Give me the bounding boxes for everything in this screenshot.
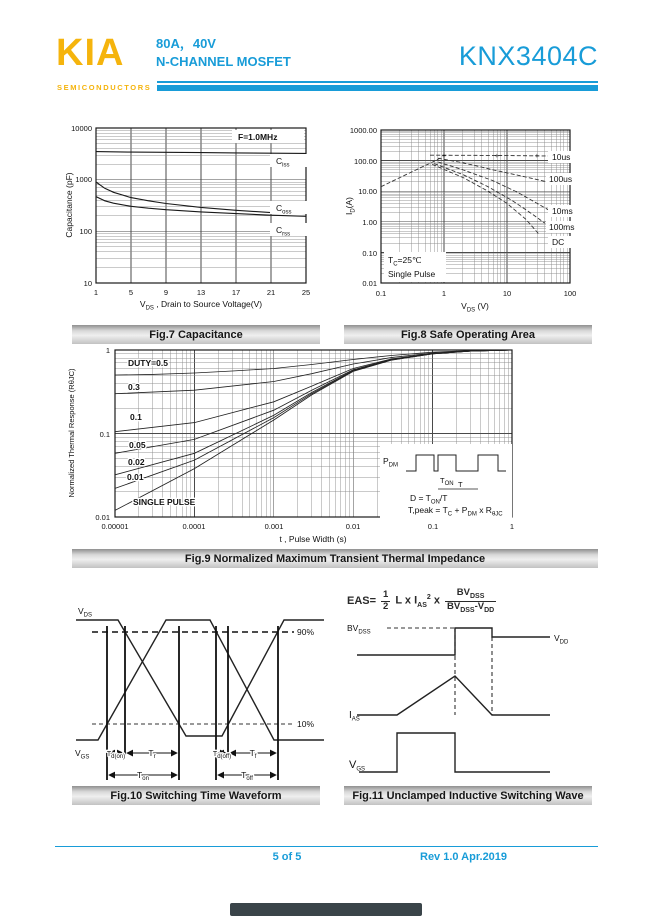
fig9-x-tick: 0.1 <box>427 522 439 531</box>
fig11-vgs-trace <box>359 733 550 772</box>
fig9-inset-pdm-label: $P_{DM}$ <box>383 456 399 469</box>
fig10-90pct-label: 90% <box>297 627 315 637</box>
fig8-plus-mark: + <box>441 151 447 160</box>
fig8-dc-curve <box>432 164 539 234</box>
eas-middle: L x $I_{AS}^2$ x <box>395 593 440 609</box>
fig9-inset-t-label: T <box>458 480 463 489</box>
fig8-caption: Fig.8 Safe Operating Area <box>344 325 592 344</box>
fig10-tdoff-label: Td(off) <box>212 751 232 760</box>
fig7-ciss-label: $C_{iss}$ <box>276 156 290 169</box>
footer-rule <box>55 846 598 847</box>
fig8-plus-mark: + <box>494 151 500 160</box>
fig10-tr-label: $T_r$ <box>148 748 156 760</box>
device-type: N-CHANNEL MOSFET <box>156 54 291 69</box>
page-number: 5 of 5 <box>272 851 302 863</box>
fig9-x-tick: 0.00001 <box>101 522 129 531</box>
fig9-y-axis-label: Normalized Thermal Response (RθJC) <box>67 368 76 498</box>
fig9-single-pulse-label: SINGLE PULSE <box>133 497 196 507</box>
fig7-y-tick: 10000 <box>71 124 92 133</box>
fig7-caption: Fig.7 Capacitance <box>72 325 320 344</box>
fig9-duty-label: 0.3 <box>128 382 140 392</box>
fig11-bvdss-label: $BV_{DSS}$ <box>347 623 371 636</box>
fig7-x-tick: 5 <box>128 288 134 297</box>
fig8-y-tick: 0.01 <box>362 279 377 288</box>
fig8-y-tick: 100.00 <box>354 157 377 166</box>
revision-label: Rev 1.0 Apr.2019 <box>420 851 508 863</box>
fig8-soa-chart <box>340 120 615 318</box>
fig8-plus-mark: + <box>534 151 540 160</box>
fig9-duty-label: 0.01 <box>127 472 144 482</box>
eas-bv-fraction: $\frac{BV_{DSS}}{BV_{DSS}-V_{DD}}$ <box>446 587 495 614</box>
fig9-x-tick: 0.0001 <box>182 522 206 531</box>
kia-logo-subtitle: SEMICONDUCTORS <box>57 83 152 92</box>
fig10-10pct-label: 10% <box>297 719 315 729</box>
fig11-ias-label: $I_{AS}$ <box>349 710 360 723</box>
fig10-vgs-trace <box>76 620 324 740</box>
fig9-duty-label: 0.05 <box>129 440 146 450</box>
fig7-annotation: F=1.0MHz <box>238 132 278 142</box>
fig9-duty-label: 0.02 <box>128 457 145 467</box>
fig10-switching-waveform <box>62 598 342 798</box>
fig9-caption: Fig.9 Normalized Maximum Transient Thermal Impedance <box>72 549 598 568</box>
fig9-duty-label: 0.1 <box>130 412 142 422</box>
fig10-vds-trace <box>76 620 324 736</box>
fig8-y-axis-label: $I_D(A)$ <box>344 196 357 216</box>
fig8-100us-label: 100us <box>549 174 573 184</box>
header-rule-thin <box>157 81 598 83</box>
fig10-vgs-label: $V_{GS}$ <box>75 748 90 761</box>
fig7-y-tick: 10 <box>83 279 92 288</box>
fig10-tdon-label: Td(on) <box>106 751 126 760</box>
fig8-100ms-label: 100ms <box>549 222 575 232</box>
fig11-ias-current-trace <box>357 676 550 715</box>
fig8-10us-label: 10us <box>552 152 571 162</box>
fig7-x-tick: 21 <box>266 288 276 297</box>
fig9-y-tick: 0.1 <box>99 430 110 439</box>
fig8-x-tick: 10 <box>502 289 512 298</box>
kia-logo: KIA <box>56 32 125 74</box>
fig8-x-tick: 1 <box>441 289 447 298</box>
fig9-thermal-impedance-chart <box>60 338 600 546</box>
fig9-x-tick: 0.001 <box>264 522 284 531</box>
fig9-x-axis-label: t , Pulse Width (s) <box>279 534 347 544</box>
fig7-x-tick: 17 <box>231 288 241 297</box>
fig9-y-tick: 0.01 <box>95 513 110 522</box>
fig8-y-tick: 1000.00 <box>349 126 377 135</box>
fig8-x-axis-label: $V_{DS}$ (V) <box>461 301 489 314</box>
fig9-duty03-curve <box>115 350 512 394</box>
fig8-note-single-pulse: Single Pulse <box>388 269 436 279</box>
fig8-10ms-curve <box>438 162 551 211</box>
fig8-y-tick: 10.00 <box>358 187 377 196</box>
fig7-capacitance-chart <box>62 120 337 318</box>
fig9-inset-ton-label: $T_{ON}$ <box>440 476 454 487</box>
fig7-y-tick: 1000 <box>75 175 92 184</box>
fig11-drain-voltage-trace <box>357 628 550 655</box>
fig9-inset-duty-equation: $D = T_{ON}/T$ <box>410 493 448 506</box>
fig8-x-tick: 0.1 <box>375 289 387 298</box>
fig7-x-tick: 9 <box>163 288 169 297</box>
fig10-vds-label: $V_{DS}$ <box>78 606 93 619</box>
fig11-vgs-label: $V_{GS}$ <box>349 759 366 773</box>
header-rule-thick <box>157 85 598 91</box>
fig9-x-tick: 0.01 <box>345 522 361 531</box>
fig8-x-tick: 100 <box>563 289 577 298</box>
eas-lead: EAS= <box>347 595 377 608</box>
fig11-uis-waveform <box>345 616 625 784</box>
fig7-y-tick: 100 <box>79 227 92 236</box>
fig7-crss-label: $C_{rss}$ <box>276 225 291 238</box>
viewer-scrubber-bar[interactable] <box>230 903 422 916</box>
fig11-vdd-label: $V_{DD}$ <box>554 633 569 646</box>
fig7-x-axis-label: $V_{DS}$ , Drain to Source Voltage(V) <box>139 299 263 312</box>
fig8-10ms-label: 10ms <box>552 206 573 216</box>
fig9-duty-label: DUTY=0.5 <box>128 358 168 368</box>
fig10-toff-label: $T_{off}$ <box>241 770 253 782</box>
fig10-caption: Fig.10 Switching Time Waveform <box>72 786 320 805</box>
device-rating: 80A，40V <box>156 36 216 51</box>
fig8-dc-label: DC <box>552 237 565 247</box>
fig7-x-tick: 1 <box>93 288 99 297</box>
fig9-inset-tpeak-equation: T,peak = $T_C + P_{DM}$ x $R_{\theta JC}$ <box>408 505 503 518</box>
fig7-coss-label: $C_{oss}$ <box>276 203 292 216</box>
fig8-note-tc: $T_C=25℃$ <box>388 255 422 268</box>
fig8-y-tick: 0.10 <box>362 249 377 258</box>
fig11-eas-formula <box>347 588 496 614</box>
fig9-duty005-curve <box>115 350 512 453</box>
fig9-y-tick: 1 <box>105 346 110 355</box>
eas-half-fraction: $\frac{1}{2}$ <box>383 589 389 612</box>
fig7-x-tick: 13 <box>196 288 206 297</box>
fig10-tf-label: $T_f$ <box>249 748 257 760</box>
fig7-x-tick: 25 <box>301 288 311 297</box>
fig8-y-tick: 1.00 <box>362 218 377 227</box>
fig7-y-axis-label: Capacitance (pF) <box>64 172 74 238</box>
fig9-x-tick: 1 <box>509 522 515 531</box>
part-number: KNX3404C <box>458 41 598 71</box>
fig11-caption: Fig.11 Unclamped Inductive Switching Wave <box>344 786 592 805</box>
fig10-ton-label: $T_{on}$ <box>137 770 149 782</box>
